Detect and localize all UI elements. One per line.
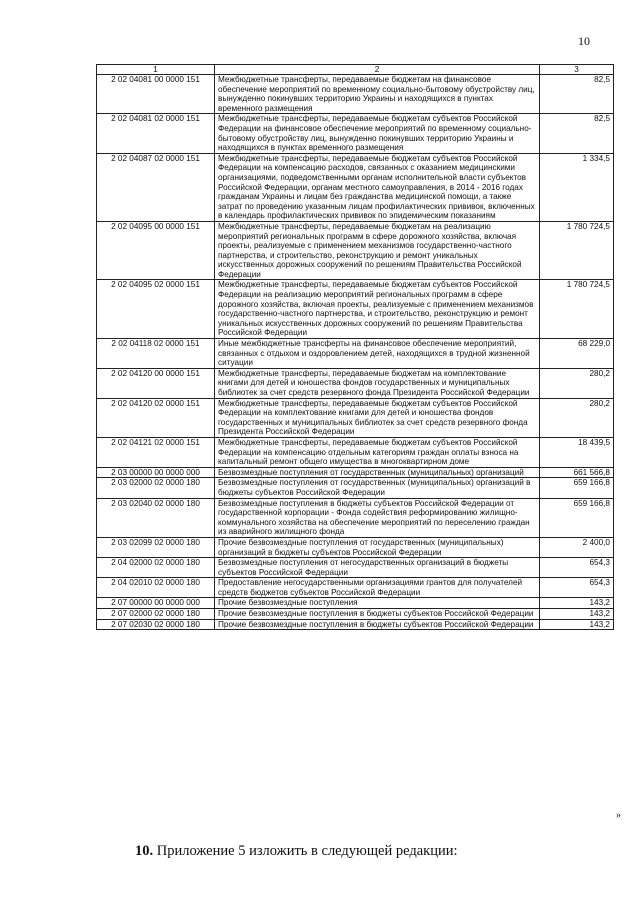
amount-cell: 18 439,5: [540, 437, 614, 467]
description-cell: Межбюджетные трансферты, передаваемые бюджетам субъектов Российской Федерации на комплектование книгами для детей и юношества фондов государственных и муниципальных библиотек за счет средств резервного фонда Президента Российской Федерации: [215, 398, 540, 437]
budget-code-cell: 2 03 00000 00 0000 000: [97, 467, 215, 478]
amount-cell: 654,3: [540, 558, 614, 578]
table-row: [97, 153, 614, 221]
amount-cell: 2 400,0: [540, 537, 614, 557]
amount-cell: 280,2: [540, 398, 614, 437]
amount-cell: 68 229,0: [540, 339, 614, 369]
budget-revenue-table: [96, 64, 614, 630]
table-row: [97, 339, 614, 369]
page-number: 10: [578, 34, 590, 48]
description-cell: Прочие безвозмездные поступления в бюджеты субъектов Российской Федерации: [215, 619, 540, 630]
budget-code-cell: 2 04 02000 02 0000 180: [97, 558, 215, 578]
instruction-number: 10.: [135, 843, 154, 859]
instruction-text: Приложение 5 изложить в следующей редакции:: [153, 843, 458, 859]
description-cell: Прочие безвозмездные поступления от государственных (муниципальных) организаций в бюджеты субъектов Российской Федерации: [215, 537, 540, 557]
amount-cell: 143,2: [540, 598, 614, 609]
table-row: [97, 537, 614, 557]
table-row: [97, 598, 614, 609]
amount-cell: 1 780 724,5: [540, 221, 614, 280]
description-cell: Прочие безвозмездные поступления: [215, 598, 540, 609]
amount-cell: 659 166,8: [540, 478, 614, 498]
table-row: [97, 467, 614, 478]
description-cell: Безвозмездные поступления от государственных (муниципальных) организаций: [215, 467, 540, 478]
description-cell: Безвозмездные поступления в бюджеты субъектов Российской Федерации от государственной корпорации - Фонда содействия реформированию жилищно-коммунального хозяйства на обеспечение мероприятий по переселению граждан из аварийного жилищного фонда: [215, 498, 540, 537]
table-row: [97, 558, 614, 578]
amount-cell: 143,2: [540, 609, 614, 620]
amount-cell: 143,2: [540, 619, 614, 630]
description-cell: Межбюджетные трансферты, передаваемые бюджетам субъектов Российской Федерации на компенсацию расходов, связанных с оказанием медицинскими организациями, подведомственными органам исполнительной власти субъектов Российской Федерации, органам местного самоуправления, в 2014 - 2016 годах гражданам Украины и лицам без гражданства медицинской помощи, а также затрат по проведению указанным лицам профилактических прививок, включенных в календарь профилактических прививок по эпидемическим показаниям: [215, 153, 540, 221]
amount-cell: 280,2: [540, 368, 614, 398]
table-row: [97, 609, 614, 620]
table-header-row: [97, 65, 614, 75]
column-header-description: 2: [215, 65, 540, 75]
budget-code-cell: 2 02 04095 02 0000 151: [97, 280, 215, 339]
description-cell: Иные межбюджетные трансферты на финансовое обеспечение мероприятий, связанных с отдыхом и оздоровлением детей, находящихся в трудной жизненной ситуации: [215, 339, 540, 369]
description-cell: Межбюджетные трансферты, передаваемые бюджетам субъектов Российской Федерации на финансовое обеспечение мероприятий по временному социально-бытовому обустройству лиц, вынужденно покинувших территорию Украины и находящихся в пунктах временного размещения: [215, 114, 540, 153]
column-header-amount: 3: [540, 65, 614, 75]
description-cell: Безвозмездные поступления от государственных (муниципальных) организаций в бюджеты субъектов Российской Федерации: [215, 478, 540, 498]
table-row: [97, 221, 614, 280]
budget-code-cell: 2 02 04081 00 0000 151: [97, 75, 215, 114]
table-row: [97, 498, 614, 537]
description-cell: Безвозмездные поступления от негосударственных организаций в бюджеты субъектов Российской Федерации: [215, 558, 540, 578]
budget-code-cell: 2 02 04120 02 0000 151: [97, 398, 215, 437]
description-cell: Межбюджетные трансферты, передаваемые бюджетам на финансовое обеспечение мероприятий по временному социально-бытовому обустройству лиц, вынужденно покинувших территорию Украины и находящихся в пунктах временного размещения: [215, 75, 540, 114]
description-cell: Межбюджетные трансферты, передаваемые бюджетам субъектов Российской Федерации на компенсацию отдельным категориям граждан оплаты взноса на капитальный ремонт общего имущества в многоквартирном доме: [215, 437, 540, 467]
table-row: [97, 398, 614, 437]
table-row: [97, 437, 614, 467]
budget-code-cell: 2 02 04081 02 0000 151: [97, 114, 215, 153]
amount-cell: 659 166,8: [540, 498, 614, 537]
table-row: [97, 368, 614, 398]
description-cell: Прочие безвозмездные поступления в бюджеты субъектов Российской Федерации: [215, 609, 540, 620]
description-cell: Межбюджетные трансферты, передаваемые бюджетам на комплектование книгами для детей и юношества фондов государственных и муниципальных библиотек за счет средств резервного фонда Президента Российской Федерации: [215, 368, 540, 398]
budget-code-cell: 2 07 02030 02 0000 180: [97, 619, 215, 630]
closing-quote-mark: »: [616, 810, 621, 821]
table-row: [97, 75, 614, 114]
description-cell: Межбюджетные трансферты, передаваемые бюджетам на реализацию мероприятий региональных программ в сфере дорожного хозяйства, включая проекты, реализуемые с применением механизмов государственно-частного партнерства, и строительство, реконструкцию и ремонт уникальных искусственных дорожных сооружений по решениям Правительства Российской Федерации: [215, 221, 540, 280]
table-row: [97, 114, 614, 153]
column-header-code: 1: [97, 65, 215, 75]
amount-cell: 654,3: [540, 578, 614, 598]
description-cell: Предоставление негосударственными организациями грантов для получателей средств бюджетов субъектов Российской Федерации: [215, 578, 540, 598]
amount-cell: 1 780 724,5: [540, 280, 614, 339]
table-row: [97, 280, 614, 339]
table-row: [97, 578, 614, 598]
budget-code-cell: 2 02 04118 02 0000 151: [97, 339, 215, 369]
budget-code-cell: 2 03 02000 02 0000 180: [97, 478, 215, 498]
budget-code-cell: 2 02 04120 00 0000 151: [97, 368, 215, 398]
budget-code-cell: 2 02 04095 00 0000 151: [97, 221, 215, 280]
amount-cell: 82,5: [540, 75, 614, 114]
amount-cell: 82,5: [540, 114, 614, 153]
amount-cell: 1 334,5: [540, 153, 614, 221]
table-row: [97, 619, 614, 630]
amount-cell: 661 566,8: [540, 467, 614, 478]
description-cell: Межбюджетные трансферты, передаваемые бюджетам субъектов Российской Федерации на реализацию мероприятий региональных программ в сфере дорожного хозяйства, включая проекты, реализуемые с применением механизмов государственно-частного партнерства, и строительство, реконструкцию и ремонт уникальных искусственных дорожных сооружений по решениям Правительства Российской Федерации: [215, 280, 540, 339]
table-row: [97, 478, 614, 498]
budget-code-cell: 2 07 00000 00 0000 000: [97, 598, 215, 609]
budget-code-cell: 2 02 04121 02 0000 151: [97, 437, 215, 467]
budget-code-cell: 2 03 02040 02 0000 180: [97, 498, 215, 537]
budget-code-cell: 2 02 04087 02 0000 151: [97, 153, 215, 221]
amendment-instruction: [135, 843, 458, 860]
budget-code-cell: 2 03 02099 02 0000 180: [97, 537, 215, 557]
budget-code-cell: 2 04 02010 02 0000 180: [97, 578, 215, 598]
budget-code-cell: 2 07 02000 02 0000 180: [97, 609, 215, 620]
